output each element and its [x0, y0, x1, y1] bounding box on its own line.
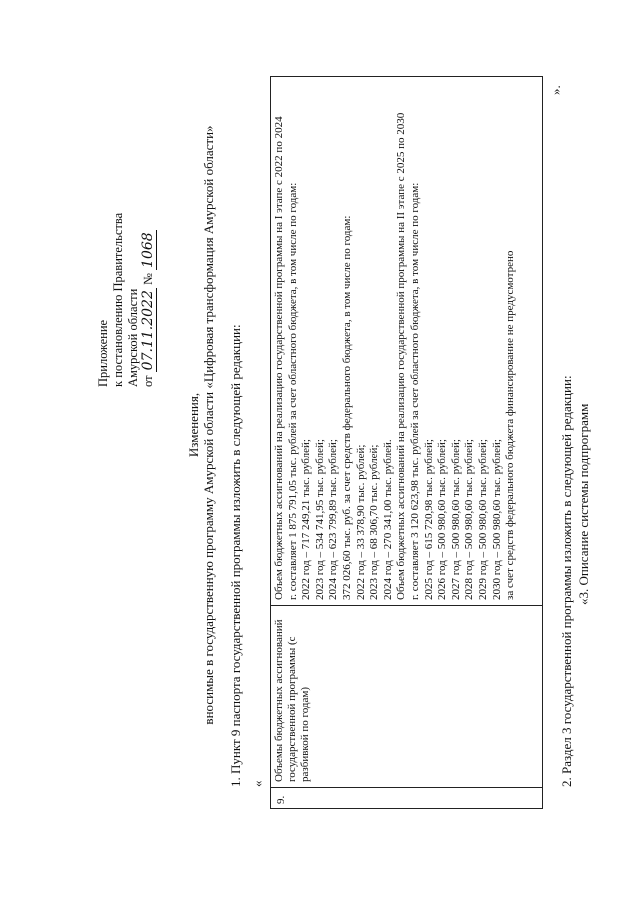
appendix-line-resolution: к постановлению Правительства: [111, 212, 125, 387]
table-value-line: за счет средств федерального бюджета финансирование не предусмотрено: [504, 250, 517, 600]
table-value-line: 2022 год – 33 378,90 тыс. рублей;: [354, 444, 367, 600]
table-value-line: 2022 год – 717 249,21 тыс. рублей;: [300, 439, 313, 600]
row-value-cell: [273, 113, 518, 600]
handwritten-date: 07.11.2022: [140, 290, 156, 371]
table-value-line: Объем бюджетных ассигнований на реализацию государственной программы на II этапе с 2025 по 2030: [395, 112, 408, 600]
point-1-text: 1. Пункт 9 паспорта государственной программы изложить в следующей редакции:: [228, 324, 243, 787]
title-line-2: вносимые в государственную программу Амурской области «Цифровая трансформация Амурской области»: [201, 125, 216, 725]
table-value-line: 2023 год – 68 306,70 тыс. рублей;: [368, 444, 381, 600]
closing-quote: ».: [548, 85, 563, 95]
appendix-heading: Приложение: [96, 319, 110, 387]
appendix-block: [96, 87, 156, 387]
appendix-date-line: [141, 87, 156, 387]
document-title: [186, 45, 216, 805]
table-value-line: 2029 год – 500 980,60 тыс. рублей;: [476, 439, 489, 600]
table-value-line: Объем бюджетных ассигнований на реализацию государственной программы на I этапе с 2022 по 2024: [273, 116, 285, 600]
number-prefix: №: [141, 273, 155, 286]
title-line-1: Изменения,: [186, 392, 201, 458]
table-value-line: г. составляет 3 120 623,98 тыс. рублей за счет областного бюджета, в том числе по годам:: [408, 182, 421, 600]
point-2-text: 2. Раздел 3 государственной программы изложить в следующей редакции:: [559, 375, 574, 787]
row-number-cell: [271, 787, 542, 808]
row-label-cell: [271, 605, 542, 788]
table-value-line: 372 026,60 тыс. руб. за счет средств федерального бюджета, в том числе по годам:: [340, 215, 353, 600]
opening-quote: «: [250, 780, 265, 787]
table-value-line: 2028 год – 500 980,60 тыс. рублей;: [463, 439, 476, 600]
point-2-section-heading: «3. Описание системы подпрограмм: [576, 403, 591, 605]
appendix-line-region: Амурской области: [126, 288, 140, 387]
row-number: 9.: [275, 795, 287, 804]
passport-table: [270, 76, 543, 809]
table-value-line: 2030 год – 500 980,60 тыс. рублей;: [490, 439, 503, 600]
table-value-line: 2024 год – 270 341,00 тыс. рублей.: [381, 439, 394, 600]
table-value-line: 2025 год – 615 720,98 тыс. рублей;: [422, 439, 435, 600]
handwritten-number: 1068: [140, 232, 156, 268]
table-value-line: 2023 год – 534 741,95 тыс. рублей;: [313, 439, 326, 600]
table-value-line: 2027 год – 500 980,60 тыс. рублей;: [449, 439, 462, 600]
row-label: Объемы бюджетных ассигнований государственной программы (с разбивкой по годам): [273, 619, 311, 782]
table-value-line: 2026 год – 500 980,60 тыс. рублей;: [436, 439, 449, 600]
date-prefix: от: [141, 375, 155, 387]
table-value-line: 2024 год – 623 799,89 тыс. рублей;: [327, 439, 340, 600]
table-value-line: г. составляет 1 875 791,05 тыс. рублей за счет областного бюджета, в том числе по годам:: [286, 182, 299, 600]
